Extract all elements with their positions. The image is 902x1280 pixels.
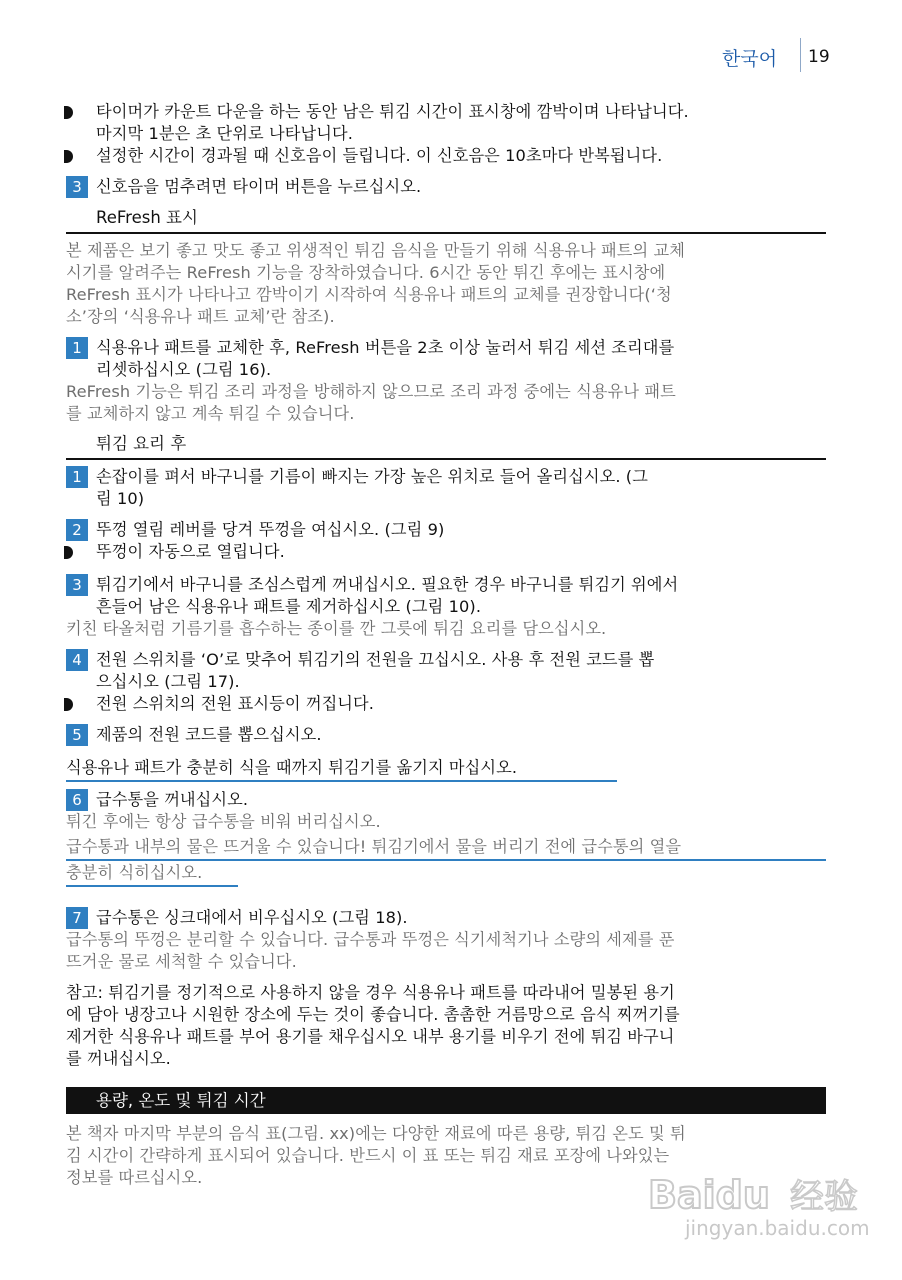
text-line: 키친 타올처럼 기름기를 흡수하는 종이를 깐 그릇에 튀김 요리를 담으십시오. (66, 619, 607, 638)
text-line: 김 시간이 간략하게 표시되어 있습니다. 반드시 이 표 또는 튀김 재료 포장에 나와있는 (66, 1146, 670, 1165)
text-line: ReFresh 표시가 나타나고 깜박이기 시작하여 식용유나 패트의 교체를 권장합니다(‘청 (66, 285, 672, 304)
header-divider (800, 38, 801, 72)
text-line: 급수통은 싱크대에서 비우십시오 (그림 18). (96, 908, 408, 927)
text-line: 소’장의 ‘식용유나 패트 교체’란 참조). (66, 307, 335, 326)
text-line: 본 책자 마지막 부분의 음식 표(그림. xx)에는 다양한 재료에 따른 용량, 튀김 온도 및 튀 (66, 1124, 686, 1143)
text-line: 시기를 알려주는 ReFresh 기능을 장착하였습니다. 6시간 동안 튀긴 후에는 표시창에 (66, 263, 666, 282)
text-line: 식용유나 패트를 교체한 후, ReFresh 버튼을 2초 이상 눌러서 튀김 세션 조리대를 (96, 338, 675, 357)
text-line: 림 10) (96, 489, 145, 508)
step-number: 6 (66, 789, 88, 811)
text-line: 뚜껑이 자동으로 열립니다. (96, 542, 285, 561)
text-line: 으십시오 (그림 17). (96, 672, 240, 691)
section-heading: ReFresh 표시 (96, 208, 198, 227)
text-line: 뜨거운 물로 세척할 수 있습니다. (66, 952, 297, 971)
section-rule (66, 232, 826, 234)
section-heading: 튀김 요리 후 (96, 434, 187, 453)
watermark-suffix: 经验 (790, 1177, 858, 1217)
step-number: 4 (66, 649, 88, 671)
text-line: 급수통을 꺼내십시오. (96, 790, 249, 809)
section-banner-title: 용량, 온도 및 튀김 시간 (96, 1091, 266, 1110)
text-line: 를 교체하지 않고 계속 튀길 수 있습니다. (66, 404, 355, 423)
text-line: ReFresh 기능은 튀김 조리 과정을 방해하지 않으므로 조리 과정 중에는 식용유나 패트 (66, 382, 676, 401)
step-number: 2 (66, 519, 88, 541)
note-text: 에 담아 냉장고나 시원한 장소에 두는 것이 좋습니다. 촘촘한 거름망으로 음식 찌꺼기를 (66, 1005, 680, 1024)
step-number: 3 (66, 574, 88, 596)
warning-underline (66, 859, 826, 861)
watermark-brand: Baidu (648, 1173, 770, 1217)
text-line: 전원 스위치의 전원 표시등이 꺼집니다. (96, 694, 375, 713)
warning-text: 급수통과 내부의 물은 뜨거울 수 있습니다! 튀김기에서 물을 버리기 전에 급수통의 열을 (66, 837, 682, 856)
page-number: 19 (808, 47, 830, 67)
text-line: 제품의 전원 코드를 뽑으십시오. (96, 725, 322, 744)
text-line: 손잡이를 펴서 바구니를 기름이 빠지는 가장 높은 위치로 들어 올리십시오. (그 (96, 467, 648, 486)
step-number: 1 (66, 466, 88, 488)
step-number: 3 (66, 176, 88, 198)
text-line: 타이머가 카운트 다운을 하는 동안 남은 튀김 시간이 표시창에 깜박이며 나타납니다. (96, 102, 689, 121)
step-number: 7 (66, 907, 88, 929)
bullet-icon (64, 698, 73, 711)
text-line: 뚜껑 열림 레버를 당겨 뚜껑을 여십시오. (그림 9) (96, 520, 445, 539)
text-line: 튀긴 후에는 항상 급수통을 비워 버리십시오. (66, 812, 381, 831)
text-line: 신호음을 멈추려면 타이머 버튼을 누르십시오. (96, 177, 422, 196)
bullet-icon (64, 546, 73, 559)
note-text: 제거한 식용유나 패트를 부어 용기를 채우십시오 내부 용기를 비우기 전에 튀김 바구니 (66, 1027, 675, 1046)
watermark-url: jingyan.baidu.com (685, 1216, 870, 1240)
step-number: 1 (66, 337, 88, 359)
text-line: 전원 스위치를 ‘O’로 맞추어 튀김기의 전원을 끄십시오. 사용 후 전원 코드를 뽑 (96, 650, 655, 669)
warning-text: 충분히 식히십시오. (66, 863, 203, 882)
text-line: 리셋하십시오 (그림 16). (96, 360, 272, 379)
text-line: 튀김기에서 바구니를 조심스럽게 꺼내십시오. 필요한 경우 바구니를 튀김기 위에서 (96, 575, 679, 594)
note-text: 참고: 튀김기를 정기적으로 사용하지 않을 경우 식용유나 패트를 따라내어 밀봉된 용기 (66, 983, 675, 1002)
section-rule (66, 458, 826, 460)
text-line: 정보를 따르십시오. (66, 1168, 203, 1187)
step-number: 5 (66, 724, 88, 746)
text-line: 마지막 1분은 초 단위로 나타납니다. (96, 124, 353, 143)
text-line: 본 제품은 보기 좋고 맛도 좋고 위생적인 튀김 음식을 만들기 위해 식용유나 패트의 교체 (66, 241, 685, 260)
language-label: 한국어 (722, 48, 778, 70)
note-text: 를 꺼내십시오. (66, 1049, 171, 1068)
bullet-icon (64, 106, 73, 119)
text-line: 설정한 시간이 경과될 때 신호음이 들립니다. 이 신호음은 10초마다 반복됩니다. (96, 146, 663, 165)
text-line: 급수통의 뚜껑은 분리할 수 있습니다. 급수통과 뚜껑은 식기세척기나 소량의 세제를 푼 (66, 930, 675, 949)
bullet-icon (64, 150, 73, 163)
warning-text: 식용유나 패트가 충분히 식을 때까지 튀김기를 옮기지 마십시오. (66, 758, 518, 777)
warning-underline (66, 780, 617, 782)
warning-underline (66, 885, 238, 887)
text-line: 흔들어 남은 식용유나 패트를 제거하십시오 (그림 10). (96, 597, 482, 616)
section-banner (66, 1087, 826, 1114)
